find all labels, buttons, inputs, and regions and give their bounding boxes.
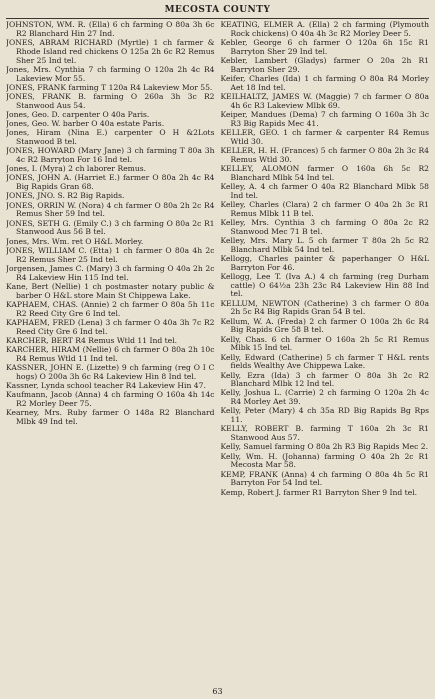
directory-entry: KAPHAEM, CHAS. (Annie) 2 ch farmer O 80a 5h 11c R2 Reed City Gre 6 Ind tel.: [6, 299, 215, 318]
directory-entry: Kemp, Robert J. farmer R1 Barryton Sher 9 Ind tel.: [220, 487, 418, 497]
directory-entry: JONES, SETH G. (Emily C.) 3 ch farming O 80a 2c R1 Stanwood Aus 56 B tel.: [6, 218, 215, 237]
directory-entry: KAPHAEM, FRED (Lena) 3 ch farmer O 40a 3h 7c R2 Reed City Gre 6 Ind tel.: [6, 317, 215, 336]
directory-entry: KEILHALTZ, JAMES W. (Maggie) 7 ch farmer O 80a 4h 6c R3 Lakeview Mlbk 69.: [220, 91, 429, 110]
directory-entry: Kelly, Samuel farming O 80a 2h R3 Big Rapids Mec 2.: [220, 442, 429, 452]
directory-entry: Kearney, Mrs. Ruby farmer O 148a R2 Blanchard Mlbk 49 Ind tel.: [6, 408, 215, 426]
directory-entry: JOHNSTON, WM. R. (Ella) 6 ch farming O 80a 3h 6c R2 Blanchard Hin 27 Ind.: [6, 21, 215, 38]
directory-entry: JONES, ABRAM RICHARD (Myrtle) 1 ch farmer & Rhode Island red chickens O 125a 2h 6c R2 Remus Sher 25 Ind tel.: [6, 37, 215, 65]
right-column: [221, 21, 430, 685]
directory-entry: JONES, JOHN A. (Harriet E.) farmer O 80a 2h 4c R4 Big Rapids Gran 68.: [6, 173, 215, 192]
directory-entry: Kellogg, Charles painter & paperhanger O H&L Barryton For 46.: [220, 253, 429, 272]
directory-entry: Kassner, Lynda school teacher R4 Lakeview Hin 47.: [6, 380, 206, 390]
left-column: [6, 21, 215, 685]
directory-entry: Jones, Hiram (Nina E.) carpenter O H &2Lots Stanwood B tel.: [6, 128, 215, 147]
directory-entry: Jones, Geo. W. barber O 40a estate Paris.: [6, 119, 165, 129]
page-header: [6, 4, 429, 18]
directory-entry: KELLEY, ALOMON farmer O 160a 6h 5c R2 Blanchard Mlbk 54 Ind tel.: [220, 163, 429, 182]
directory-entry: Kellogg, Lee T. (Iva A.) 4 ch farming (reg Durham cattle) O 64½a 23h 23c R4 Lakeview Hin 88 Ind tel.: [220, 271, 429, 299]
directory-entry: KELLUM, NEWTON (Catherine) 3 ch farmer O 80a 2h 5c R4 Big Rapids Gran 54 B tel.: [220, 298, 429, 317]
directory-entry: Jorgensen, James C. (Mary) 3 ch farming O 40a 2h 2c R4 Lakeview Hin 115 Ind tel.: [6, 263, 215, 282]
directory-entry: Kebler, George 6 ch farmer O 120a 6h 15c R1 Barryton Sher 29 Ind tel.: [220, 37, 429, 56]
directory-entry: JONES, FRANK B. farming O 260a 3h 3c R2 Stanwood Aus 54.: [6, 91, 215, 110]
directory-entry: Jones, Geo. D. carpenter O 40a Paris.: [6, 109, 150, 119]
directory-entry: Kelly, Wm. H. (Johanna) farming O 40a 2h 2c R1 Mecosta Mar 58.: [220, 451, 429, 470]
directory-entry: JONES, FRANK farming T 120a R4 Lakeview Mor 55.: [6, 82, 213, 92]
directory-entry: Kelley, A. 4 ch farmer O 40a R2 Blanchard Mlbk 58 Ind tel.: [220, 181, 429, 200]
directory-entry: Kaufmann, Jacob (Anna) 4 ch farming O 160a 4h 14c R2 Morley Deer 75.: [6, 390, 215, 408]
directory-entry: KELLY, ROBERT B. farming T 160a 2h 3c R1 Stanwood Aus 57.: [220, 424, 429, 443]
directory-entry: KEATING, ELMER A. (Ella) 2 ch farming (Plymouth Rock chickens) O 40a 4h 3c R2 Morley Deer 5.: [220, 21, 429, 38]
directory-entry: KELLER, H. H. (Frances) 5 ch farmer O 80a 2h 3c R4 Remus Wtld 30.: [220, 145, 429, 164]
directory-entry: Kelly, Edward (Catherine) 5 ch farmer T H&L rents fields Wealthy Ave Chippewa Lake.: [220, 352, 429, 371]
directory-entry: KELLER, GEO. 1 ch farmer & carpenter R4 Remus Wtld 30.: [220, 127, 429, 146]
directory-entry: KARCHER, BERT R4 Remus Wtld 11 Ind tel.: [6, 335, 178, 345]
directory-entry: Jones, I. (Myra) 2 ch laborer Remus.: [6, 164, 147, 174]
directory-entry: Keifer, Charles (Ida) 1 ch farming O 80a R4 Morley Aet 18 Ind tel.: [220, 73, 429, 92]
directory-entry: JONES, HOWARD (Mary Jane) 3 ch farming T 80a 3h 4c R2 Barryton For 16 Ind tel.: [6, 146, 215, 165]
directory-entry: Kelley, Mrs. Mary L. 5 ch farmer T 80a 2h 5c R2 Blanchard Mlbk 54 Ind tel.: [220, 235, 429, 254]
directory-entry: Kebler, Lambert (Gladys) farmer O 20a 2h R1 Barryton Sher 29.: [220, 55, 429, 74]
directory-columns: [6, 21, 429, 685]
page-number: 63: [212, 687, 223, 696]
directory-entry: Kelley, Mrs. Cynthia 3 ch farming O 80a 2c R2 Stanwood Mec 71 B tel.: [220, 217, 429, 236]
directory-entry: KASSNER, JOHN E. (Lizette) 9 ch farming (reg O I C hogs) O 200a 3h 6c R4 Lakeview Hin 8 Ind tel.: [6, 362, 215, 381]
header-rule: [6, 18, 429, 19]
directory-entry: JONES, JNO. S. R2 Big Rapids.: [6, 191, 125, 201]
directory-entry: Keiper, Mandues (Dema) 7 ch farming O 160a 3h 3c R3 Big Rapids Mec 41.: [220, 109, 429, 128]
directory-entry: Jones, Mrs. Cynthia 7 ch farming O 120a 2h 4c R4 Lakeview Mor 55.: [6, 64, 215, 83]
directory-entry: Kelly, Chas. 6 ch farmer O 160a 2h 5c R1 Remus Mlbk 15 Ind tel.: [220, 334, 429, 353]
directory-entry: KARCHER, HIRAM (Nellie) 6 ch farmer O 80a 2h 10c R4 Remus Wtld 11 Ind tel.: [6, 344, 215, 363]
directory-entry: Kellum, W. A. (Freda) 2 ch farmer O 100a 2h 6c R4 Big Rapids Gre 58 B tel.: [220, 316, 429, 335]
directory-entry: Kane, Bert (Nellie) 1 ch postmaster notary public & barber O H&L store Main St Chippewa Lake.: [6, 281, 215, 300]
directory-entry: Jones, Mrs. Wm. ret O H&L Morley.: [6, 236, 144, 246]
directory-entry: Kelly, Joshua L. (Carrie) 2 ch farming O 120a 2h 4c R4 Morley Aet 39.: [220, 388, 429, 407]
directory-entry: KEMP, FRANK (Anna) 4 ch farming O 80a 4h 5c R1 Barryton For 54 Ind tel.: [220, 469, 429, 488]
directory-entry: Kelley, Charles (Clara) 2 ch farmer O 40a 2h 3c R1 Remus Mlbk 11 B tel.: [220, 199, 429, 218]
directory-entry: Kelly, Peter (Mary) 4 ch 35a RD Big Rapids Bg Rps 11.: [220, 406, 429, 425]
directory-entry: JONES, WILLIAM C. (Etta) 1 ch farmer O 80a 4h 2c R2 Remus Sher 25 Ind tel.: [6, 245, 215, 264]
directory-entry: Kelly, Ezra (Ida) 3 ch farmer O 80a 3h 2c R2 Blanchard Mlbk 12 Ind tel.: [220, 370, 429, 389]
county-title: MECOSTA COUNTY: [164, 5, 271, 15]
directory-entry: JONES, ORRIN W. (Nora) 4 ch farmer O 80a 2h 2c R4 Remus Sher 59 Ind tel.: [6, 200, 215, 219]
